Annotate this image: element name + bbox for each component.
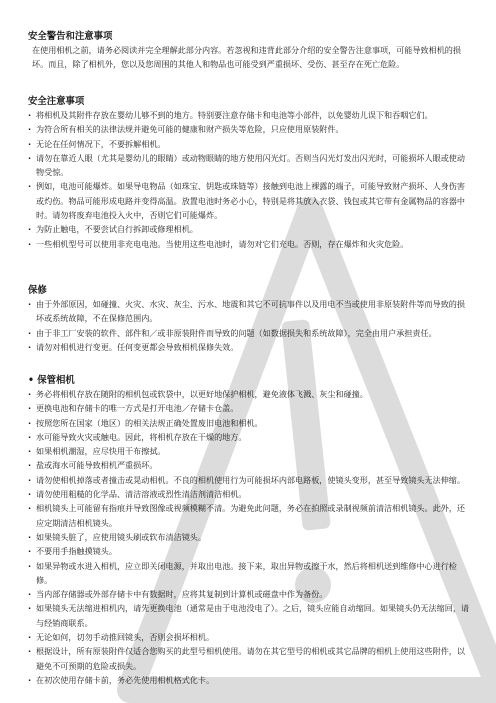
precautions-section [28, 95, 470, 251]
list-item: · 水可能导致火灾或触电。因此，将相机存放在干燥的地方。 [28, 430, 470, 444]
list-item: · 如果相机潮湿，应尽快用干布擦拭。 [28, 444, 470, 458]
list-item: · 由于外部原因，如碰撞、火灾、水灾、灰尘、污水、地震和其它不可抗事件以及用电不当或使用非原装附件等而导致的损坏或系统故障，不在保修范围内。 [28, 297, 470, 326]
care-heading: • 保管相机 [28, 375, 75, 386]
list-item: · 由于非工厂安装的软件、部件和／或非原装附件而导致的问题（如数据损失和系统故障），完全由用户承担责任。 [28, 326, 470, 340]
care-list [28, 387, 470, 687]
list-item: · 如果镜头无法缩进相机内，请先更换电池（通常是由于电池没电了）。之后，镜头应能自动缩回。如果镜头仍无法缩回，请与经销商联系。 [28, 601, 470, 630]
list-item: · 请勿使相机掉落或者撞击或晃动相机。不良的相机使用行为可能损坏内部电路板，使镜头变形，甚至导致镜头无法伸缩。 [28, 473, 470, 487]
list-item: · 请勿在靠近人眼（尤其是婴幼儿的眼睛）或动物眼睛的地方使用闪光灯。否则当闪光灯发出闪光时，可能损坏人眼或使动物受惊。 [28, 151, 470, 180]
list-item: · 更换电池和存储卡的唯一方式是打开电池／存储卡仓盖。 [28, 401, 470, 415]
list-item: · 不要用手指触摸镜头。 [28, 544, 470, 558]
list-item: · 在初次使用存储卡前，务必先使用相机格式化卡。 [28, 673, 470, 687]
list-item: · 请勿对相机进行变更。任何变更都会导致相机保修失效。 [28, 340, 470, 354]
list-item: · 盐或海水可能导致相机严重损坏。 [28, 458, 470, 472]
list-item: · 无论如何，切勿手动推回镜头，否则会损坏相机。 [28, 630, 470, 644]
safety-intro: 在使用相机之前，请务必阅读并完全理解此部分内容。若忽视和违背此部分介绍的安全警告注意事项，可能导致相机的损坏。而且，除了相机外，您以及您周围的其他人和物品也可能受到严重损坏、受伤、甚至存在死亡危险。 [32, 45, 461, 70]
warranty-heading: 保修 [28, 285, 47, 296]
list-item: · 按照您所在国家（地区）的相关法规正确处置废旧电池和相机。 [28, 416, 470, 430]
precautions-list [28, 108, 470, 251]
camera-care-section [28, 374, 470, 687]
list-item: · 为防止触电，不要尝试自行拆卸或修理相机。 [28, 222, 470, 236]
list-item: · 相机镜头上可能留有指痕并导致图像或视频模糊不清。为避免此问题，务必在拍照或录制视频前清洁相机镜头。此外，还应定期清洁相机镜头。 [28, 501, 470, 530]
list-item: · 当内部存储器或外部存储卡中有数据时，应将其复制到计算机或磁盘中作为备份。 [28, 587, 470, 601]
warranty-list [28, 297, 470, 354]
list-item: · 请勿使用粗糙的化学品、清洁溶液或烈性清洁剂清洁相机。 [28, 487, 470, 501]
list-item: · 无论在任何情况下，不要拆解相机。 [28, 137, 470, 151]
list-item: · 为符合所有相关的法律法规并避免可能的健康和财产损失等危险，只应使用原装附件。 [28, 122, 470, 136]
safety-heading: 安全警告和注意事项 [28, 31, 113, 42]
list-item: · 例如，电池可能爆炸。如果导电物品（如珠宝、钥匙或珠链等）接触到电池上裸露的端子，可能导致财产损坏、人身伤害或灼伤。物品可能形成电路并变得高温。放置电池时务必小心，特别是将其放入衣袋、钱包或其它带有金属物品的容器中时。请勿将废弃电池投入火中，否则它们可能爆炸。 [28, 179, 470, 222]
warranty-section [28, 284, 470, 354]
list-item: · 根据设计，所有原装附件仅适合您购买的此型号相机使用。请勿在其它型号的相机或其它品牌的相机上使用这些附件，以避免不可预期的危险或损失。 [28, 644, 470, 673]
list-item: · 如果镜头脏了，应使用镜头刷或软布清洁镜头。 [28, 530, 470, 544]
list-item: · 将相机及其附件存放在婴幼儿够不到的地方。特别要注意存储卡和电池等小部件，以免婴幼儿误下和吞咽它们。 [28, 108, 470, 122]
safety-warning-section [28, 30, 470, 72]
list-item: · 如果异物或水进入相机，应立即关闭电源，并取出电池。接下来，取出异物或擦干水，然后将相机送到维修中心进行检修。 [28, 559, 470, 588]
precautions-heading: 安全注意事项 [28, 96, 85, 107]
list-item: · 务必将相机存放在随附的相机包或软袋中，以更好地保护相机，避免液体飞溅、灰尘和碰撞。 [28, 387, 470, 401]
list-item: · 一些相机型号可以使用非充电电池。当使用这些电池时，请勿对它们充电。否则，存在爆炸和火灾危险。 [28, 237, 470, 251]
